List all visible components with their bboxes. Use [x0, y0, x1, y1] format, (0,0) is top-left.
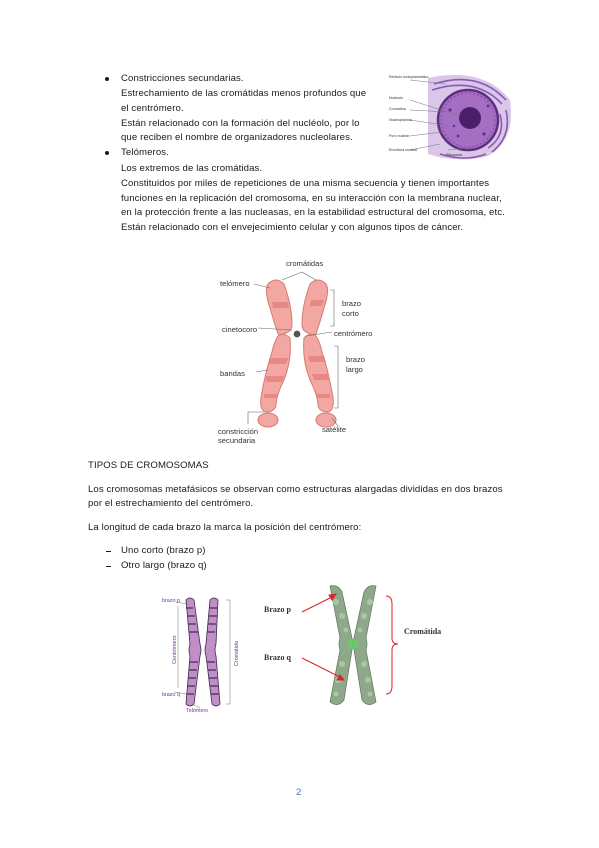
label-brazo-p: Brazo p [264, 605, 291, 614]
paragraph-line: Los cromosomas metafásicos se observan como estructuras alargadas divididas en dos brazos [88, 484, 503, 495]
label-nuclear-pore: Poro nuclear [389, 134, 410, 138]
paragraph-line: que reciben el nombre de organizadores nucleolares. [121, 132, 353, 143]
label-chromatin: Cromatina [389, 107, 406, 111]
label-er: Retículo endoplasmático [389, 75, 429, 79]
label-brazo-p: brazo p [162, 598, 180, 604]
paragraph-line: funciones en la replicación del cromosoma, en su interacción con la membrana nuclear, [121, 193, 502, 204]
bullet-title: Telómeros. [121, 147, 169, 158]
cell-nucleus-figure [388, 70, 514, 162]
page-number: 2 [296, 787, 302, 798]
label-brazo-q: brazo q [162, 692, 180, 698]
label-constriccion-1: constricción [218, 427, 259, 436]
list-dash [106, 566, 111, 567]
label-cromatida: Cromátida [404, 627, 442, 636]
kinetochore-shape [294, 331, 301, 338]
label-nucleolus: Nucleolo [389, 96, 403, 100]
bullet-marker [105, 77, 109, 81]
chromosome-3d-figure [258, 582, 450, 710]
label-bandas: bandas [220, 369, 245, 378]
label-centromero: centrómero [334, 329, 373, 338]
label-telomero: Telómero [186, 708, 209, 714]
section-heading: TIPOS DE CROMOSOMAS [88, 460, 209, 471]
bullet-marker [105, 151, 109, 155]
label-cromatida: Cromátida [234, 641, 240, 666]
label-cromatidas: cromátidas [286, 259, 324, 268]
label-constriccion-2: secundaria [218, 436, 256, 445]
label-nucleoplasm: Nucleoplasma [389, 118, 412, 122]
label-cinetocoro: cinetocoro [222, 325, 258, 334]
list-item: Otro largo (brazo q) [121, 560, 207, 571]
centromere-highlight [348, 639, 358, 649]
label-brazo-q: Brazo q [264, 653, 291, 662]
paragraph-line: Están relacionado con el envejecimiento celular y con algunos tipos de cáncer. [121, 222, 464, 233]
paragraph-line: La longitud de cada brazo la marca la posición del centrómero: [88, 522, 362, 533]
paragraph-line: Están relacionado con la formación del nucléolo, por lo [121, 118, 360, 129]
paragraph-line: Constituidos por miles de repeticiones de una misma secuencia y tienen importantes [121, 178, 490, 189]
label-centromero: Centrómero [172, 635, 178, 664]
label-nuclear-envelope: Envoltura nuclear [389, 148, 417, 152]
paragraph-line: el centrómero. [121, 103, 184, 114]
paragraph-line: por el estrechamiento del centrómero. [88, 498, 254, 509]
label-brazo-corto-1: brazo [342, 299, 361, 308]
label-brazo-corto-2: corto [342, 309, 359, 318]
label-brazo-largo-2: largo [346, 365, 363, 374]
bullet-title: Constricciones secundarias. [121, 73, 244, 84]
paragraph-line: Los extremos de las cromátidas. [121, 163, 263, 174]
label-ribosome: Ribosoma [446, 153, 463, 157]
paragraph-line: en la protección frente a las nucleasas, en la estabilidad estructural del cromosoma, etc. [121, 207, 505, 218]
label-satelite: satélite [322, 425, 347, 434]
chromosome-arms-figure [160, 592, 242, 714]
chromosome-structure-figure [214, 250, 384, 445]
paragraph-line: Estrechamiento de las cromátidas menos profundos que [121, 88, 367, 99]
list-item: Uno corto (brazo p) [121, 545, 206, 556]
nucleolus-shape [459, 107, 481, 129]
label-brazo-largo-1: brazo [346, 355, 365, 364]
list-dash [106, 551, 111, 552]
label-telomero: telómero [220, 279, 250, 288]
